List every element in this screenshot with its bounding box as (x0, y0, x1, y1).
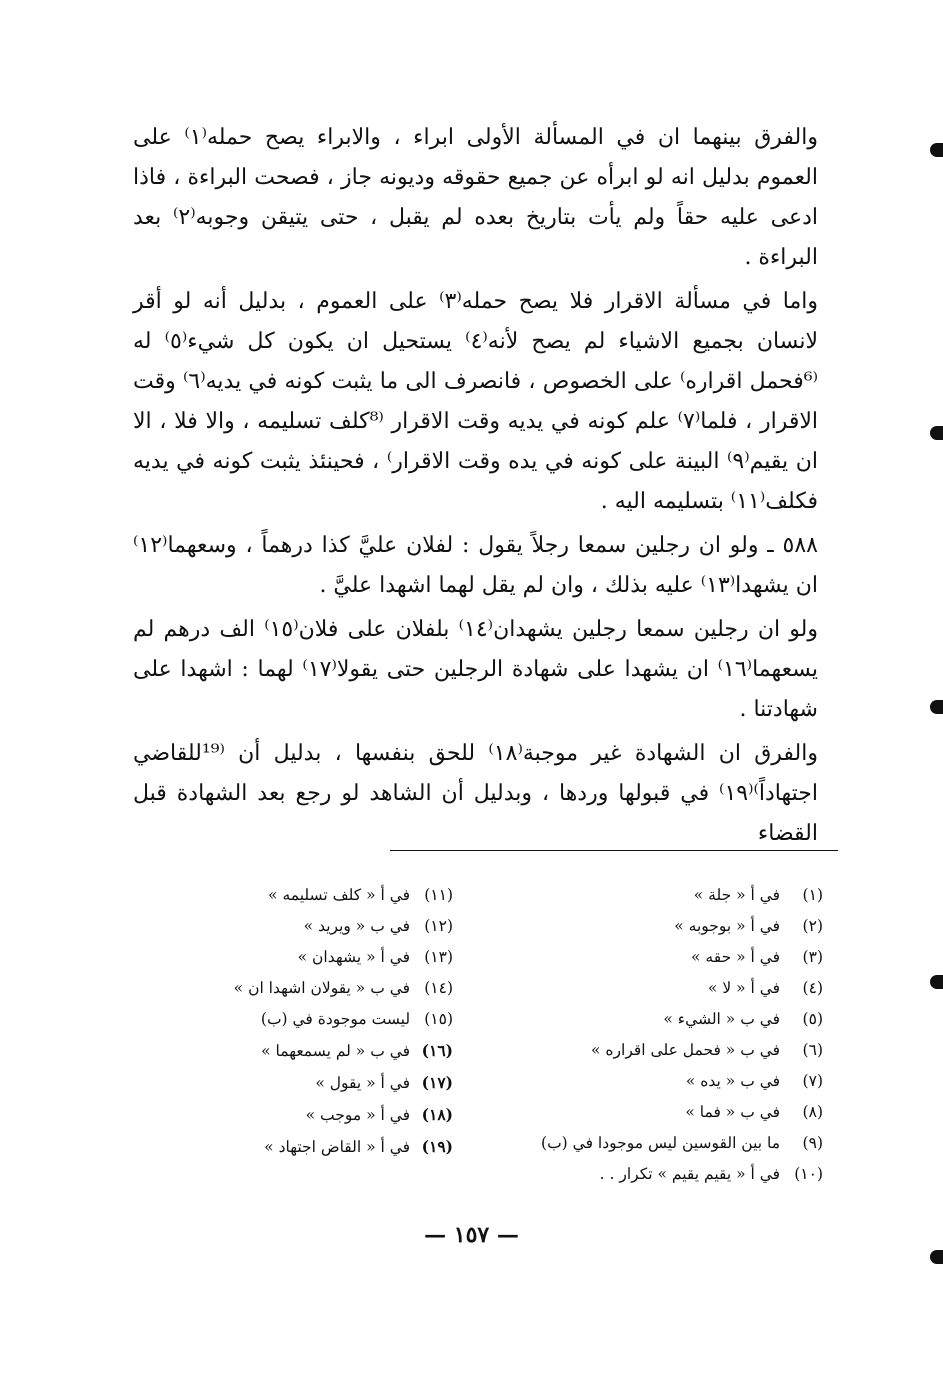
footnote (523, 1159, 823, 1190)
footnote-number: (١) (802, 886, 823, 904)
footnote (523, 911, 823, 942)
footnote-text: في أ « جلة » (693, 886, 781, 904)
footnote-divider (390, 850, 838, 851)
paragraph: والفرق بينهما ان في المسألة الأولى ابراء ، والابراء يصح حمله⁽١⁾ على العموم بدليل انه لو ابرأه عن جميع حقوقه وديونه جاز ، فصحت البراءة ، فاذا ادعى عليه حقاً ولم يأت بتاريخ بعده لم يقبل ، حتى يتيقن وجوبه⁽٢⁾ بعد البراءة . (133, 125, 818, 270)
footnote (523, 942, 823, 973)
footnote-number: (١٥) (424, 1010, 453, 1028)
paragraph: واما في مسألة الاقرار فلا يصح حمله⁽٣⁾ على العموم ، بدليل أنه لو أقر لانسان بجميع الاشياء لم يصح لأنه⁽٤⁾ يستحيل ان يكون كل شيء⁽٥⁾ له ⁽⁶فحمل اقراره⁾ على الخصوص ، فانصرف الى ما يثبت كونه في يديه⁽٦⁾ وقت الاقرار ، فلما⁽٧⁾ علم كونه في يديه وقت الاقرار ⁽⁸كلف تسليمه ، والا فلا ، الا ان يقيم⁽٩⁾ البينة على كونه في يده وقت الاقرار⁾ ، فحينئذ يثبت كونه في يديه فكلف⁽١١⁾ بتسليمه اليه . (133, 289, 818, 514)
page-number: — ١٥٧ — (424, 1222, 519, 1248)
scan-edge-mark (930, 700, 943, 714)
scan-edge-mark (930, 975, 943, 989)
footnote-text: في ب « ويريد » (303, 917, 411, 935)
footnotes-left-column (183, 880, 453, 1163)
footnote-number: (١٦) (421, 1041, 453, 1060)
footnote-text: في أ « يقيم يقيم » تكرار . . (599, 1165, 781, 1183)
footnote-number: (١٧) (421, 1073, 453, 1092)
paragraph: ولو ان رجلين سمعا رجلين يشهدان⁽١٤⁾ بلفلان على فلان⁽١٥⁾ الف درهم لم يسعهما⁽١٦⁾ ان يشهدا على شهادة الرجلين حتى يقولا⁽١٧⁾ لهما : اشهدا على شهادتنا . (133, 617, 818, 722)
footnote-text: في أ « حقه » (691, 948, 781, 966)
footnote (183, 1035, 453, 1067)
footnote (183, 973, 453, 1004)
footnote (183, 880, 453, 911)
paragraph: ٥٨٨ ـ ولو ان رجلين سمعا رجلاً يقول : لفلان عليَّ كذا درهماً ، وسعهما⁽١٢⁾ ان يشهدا⁽١٣⁾ عليه بذلك ، وان لم يقل لهما اشهدا عليَّ . (133, 533, 818, 598)
footnote-number: (٣) (802, 948, 823, 966)
footnote (183, 942, 453, 973)
footnote-text: في ب « يقولان اشهدا ان » (233, 979, 411, 997)
footnote (183, 1131, 453, 1163)
footnote (183, 1099, 453, 1131)
footnote-text: في ب « يده » (685, 1072, 781, 1090)
footnote (523, 880, 823, 911)
footnote (183, 1004, 453, 1035)
footnote-number: (٦) (802, 1041, 823, 1059)
scan-edge-mark (930, 426, 943, 440)
footnote-number: (٢) (802, 917, 823, 935)
footnote (523, 1004, 823, 1035)
footnote-text: في ب « فحمل على اقراره » (591, 1041, 781, 1059)
footnote-text: في ب « فما » (685, 1103, 781, 1121)
footnote-text: في أ « القاض اجتهاد » (264, 1138, 411, 1156)
footnotes-right-column (523, 880, 823, 1190)
footnote-text: في أ « لا » (707, 979, 781, 997)
footnote (523, 1035, 823, 1066)
footnote (523, 1128, 823, 1159)
footnote-text: ما بين القوسين ليس موجودا في (ب) (541, 1134, 781, 1152)
footnote-text: في أ « موجب » (305, 1106, 411, 1124)
footnote (183, 1067, 453, 1099)
main-text (133, 118, 818, 854)
footnote-number: (١٨) (421, 1105, 453, 1124)
footnote-number: (١٠) (794, 1165, 823, 1183)
paragraph: والفرق ان الشهادة غير موجبة⁽١٨⁾ للحق بنفسها ، بدليل أن ⁽¹⁹للقاضي اجتهاداً⁾⁽١٩⁾ في قبولها وردها ، وبدليل أن الشاهد لو رجع بعد الشهادة قبل القضاء (133, 741, 818, 846)
footnote-number: (٤) (802, 979, 823, 997)
footnote-number: (١٤) (424, 979, 453, 997)
footnote-number: (٧) (802, 1072, 823, 1090)
footnote-number: (٩) (802, 1134, 823, 1152)
footnote (523, 973, 823, 1004)
footnote (183, 911, 453, 942)
footnote-number: (٥) (802, 1010, 823, 1028)
footnote-text: في ب « الشيء » (663, 1010, 781, 1028)
footnote-text: ليست موجودة في (ب) (260, 1010, 411, 1028)
footnote-text: في أ « يشهدان » (297, 948, 411, 966)
footnote-number: (١٢) (424, 917, 453, 935)
footnote (523, 1097, 823, 1128)
scan-edge-mark (930, 1250, 943, 1264)
footnote-text: في أ « بوجوبه » (674, 917, 781, 935)
footnote (523, 1066, 823, 1097)
footnote-number: (١١) (424, 886, 453, 904)
footnote-number: (١٣) (424, 948, 453, 966)
footnote-number: (٨) (802, 1103, 823, 1121)
footnote-text: في أ « يقول » (315, 1074, 411, 1092)
footnote-text: في أ « كلف تسليمه » (268, 886, 411, 904)
footnote-number: (١٩) (421, 1137, 453, 1156)
footnote-text: في ب « لم يسمعهما » (261, 1042, 411, 1060)
scan-edge-mark (930, 143, 943, 157)
